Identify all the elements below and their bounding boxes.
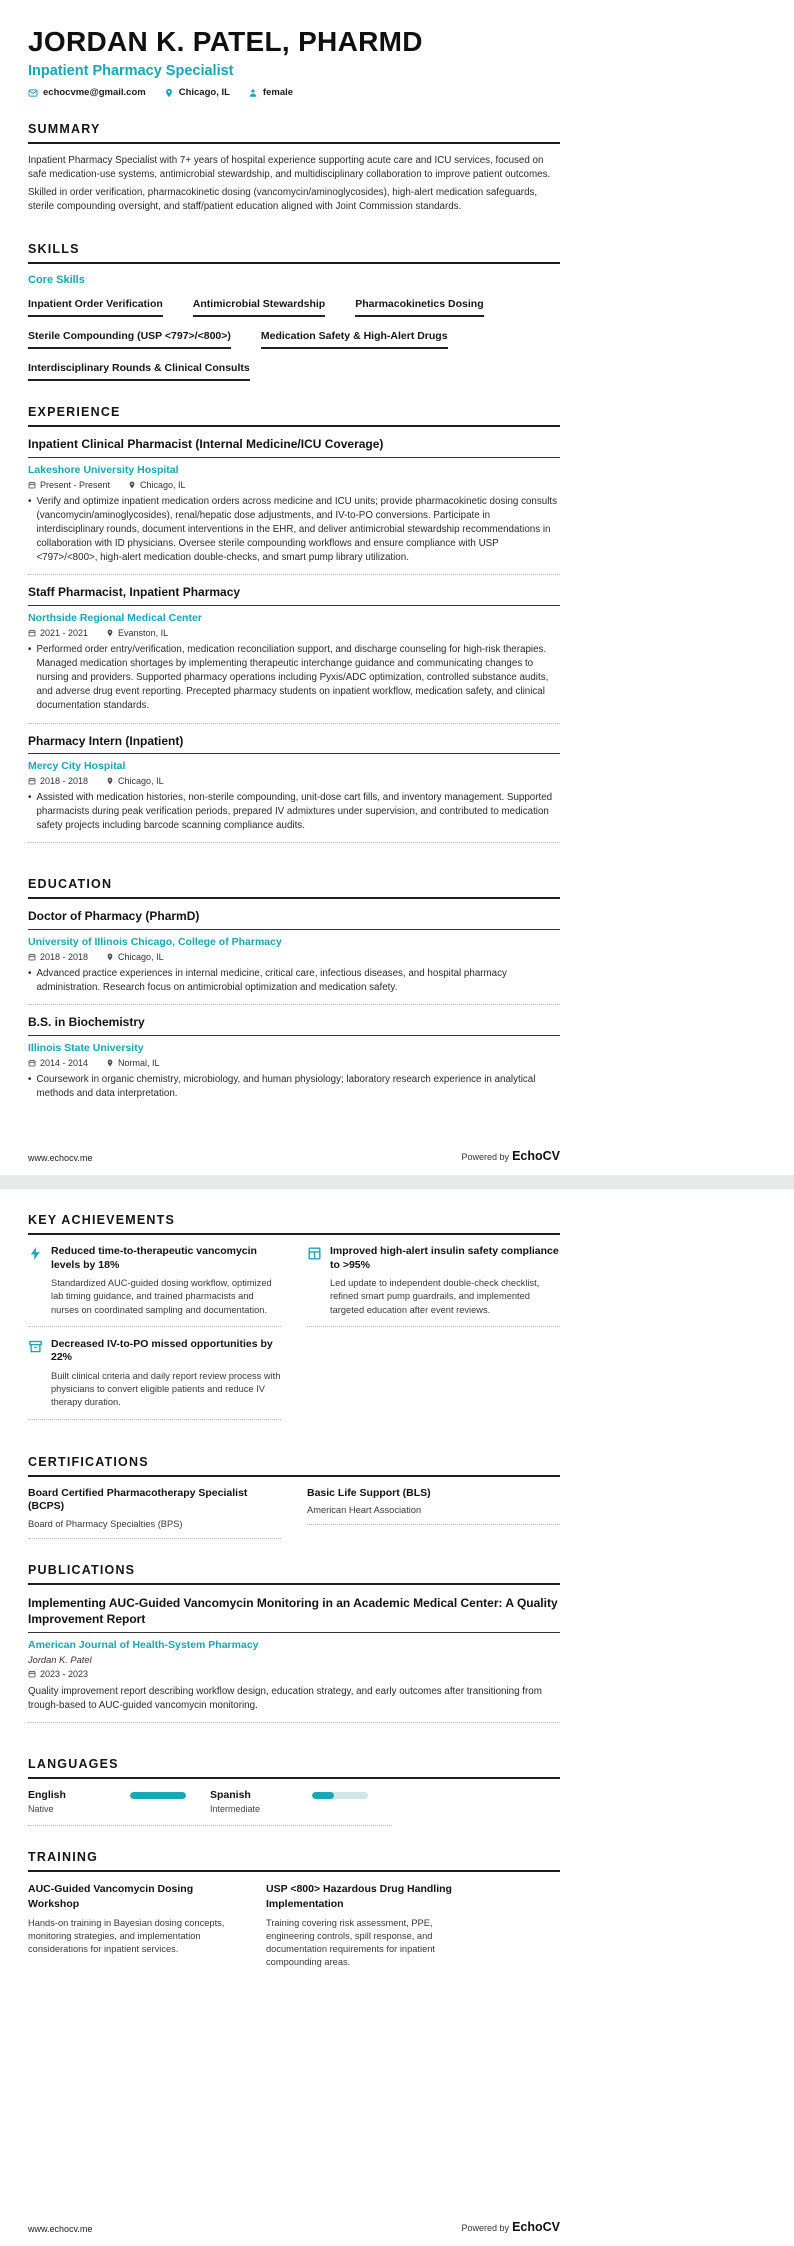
publication-authors: Jordan K. Patel — [28, 1655, 92, 1666]
footer-site-link[interactable]: www.echocv.me — [28, 2224, 93, 2234]
job-meta — [28, 776, 560, 786]
skill-item: Medication Safety & High-Alert Drugs — [261, 330, 448, 349]
table-icon — [307, 1246, 322, 1261]
education-entry — [28, 909, 560, 995]
job-location-text: Chicago, IL — [140, 479, 186, 490]
achievement-head — [307, 1245, 560, 1272]
job-dates-text: Present - Present — [40, 479, 111, 490]
language-name: English — [28, 1789, 66, 1802]
certification-item — [28, 1487, 281, 1539]
degree-bullet-text: Advanced practice experiences in internal medicine, critical care, infectious diseases, and hospital pharmacy administration. Research focus on antimicrobial optimization and medication safety. — [36, 967, 507, 994]
location-text: Chicago, IL — [178, 87, 230, 98]
language-info — [28, 1789, 66, 1814]
page-2 — [0, 1189, 794, 2246]
skill-item: Antimicrobial Stewardship — [193, 298, 325, 317]
degree-location-text: Normal, IL — [118, 1057, 160, 1068]
job-bullet — [28, 495, 560, 565]
publications-heading: PUBLICATIONS — [28, 1563, 560, 1585]
job-title: Pharmacy Intern (Inpatient) — [28, 734, 560, 755]
location-pin-icon — [106, 777, 114, 785]
certification-title: Basic Life Support (BLS) — [307, 1486, 431, 1499]
candidate-name: JORDAN K. PATEL, PHARMD — [28, 26, 423, 57]
achievement-title: Decreased IV-to-PO missed opportunities by 22% — [51, 1337, 273, 1364]
achievement-head — [28, 1338, 281, 1365]
degree-meta — [28, 952, 560, 962]
email-text: echocvme@gmail.com — [43, 87, 146, 98]
job-meta — [28, 480, 560, 490]
degree-bullet — [28, 1073, 560, 1101]
summary-paragraph: Inpatient Pharmacy Specialist with 7+ years of hospital experience supporting acute care and ICU services, focused on safe medication-use systems, antimicrobial stewardship, and multidisciplinary collaboration to improve patient outcomes. — [28, 155, 551, 181]
training-heading: TRAINING — [28, 1850, 560, 1872]
job-dates — [28, 628, 88, 638]
language-progress-fill — [312, 1792, 334, 1799]
bullet-dot: • — [28, 792, 32, 804]
powered-by-text: Powered by — [461, 2223, 510, 2233]
gender-text: female — [262, 87, 294, 98]
location-pin-icon — [106, 1059, 114, 1067]
experience-entry — [28, 437, 560, 565]
section-summary — [28, 122, 560, 218]
section-certifications — [28, 1455, 560, 1539]
archive-icon — [28, 1339, 43, 1354]
entry-separator — [28, 574, 560, 575]
job-location-text: Evanston, IL — [118, 628, 169, 639]
calendar-icon — [28, 1670, 36, 1678]
email-icon — [28, 88, 38, 98]
section-achievements — [28, 1213, 560, 1431]
powered-by-text: Powered by — [461, 1151, 510, 1162]
degree-location-text: Chicago, IL — [118, 951, 164, 962]
job-bullet-text: Verify and optimize inpatient medication orders across medicine and ICU units; provide pharmacokinetic dosing consults (vancomycin/aminoglycosides), renal/hepatic dose adjustments, and IV-to-PO conversions. Participate in interdisciplinary rounds, document interventions in the EHR, and deliver antimicrobial stewardship recommendations in collaboration with ID physicians. Oversee sterile compounding workflows and ensure compliance with USP <797>/<800>, high-alert medication double-checks, and smart pump library utilization. — [36, 495, 558, 564]
brand-name: EchoCV — [512, 1148, 560, 1163]
job-bullet-text: Performed order entry/verification, medication reconciliation support, and discharge counseling for high-risk therapies. Managed medication shortages by implementing therapeutic interchange guidance and communicating changes to nursing and providers. Supported pharmacy operations including Pyxis/ADC optimization, controlled substance audits, and adverse drug event reporting. Precepted pharmacy students on inpatient workflow, medication safety, and clinical documentation standards. — [36, 644, 549, 712]
degree-title: Doctor of Pharmacy (PharmD) — [28, 909, 560, 930]
skill-item: Pharmacokinetics Dosing — [355, 298, 483, 317]
language-level: Native — [28, 1804, 54, 1815]
footer-powered — [462, 2220, 560, 2234]
degree-location — [106, 1058, 160, 1068]
achievement-item — [28, 1245, 281, 1327]
contact-email[interactable] — [28, 87, 146, 98]
publication-description: Quality improvement report describing workflow design, education strategy, and early outcomes after transitioning from trough-based to AUC-guided vancomycin monitoring. — [28, 1686, 542, 1712]
publication-journal: American Journal of Health-System Pharmacy — [28, 1639, 259, 1652]
calendar-icon — [28, 953, 36, 961]
languages-heading: LANGUAGES — [28, 1757, 560, 1779]
job-dates — [28, 776, 88, 786]
contact-gender — [248, 87, 293, 98]
publication-entry — [28, 1595, 560, 1714]
company-name: Northside Regional Medical Center — [28, 612, 202, 625]
job-dates — [28, 480, 110, 490]
achievement-item — [307, 1245, 560, 1327]
candidate-headline: Inpatient Pharmacy Specialist — [28, 63, 234, 79]
certification-item — [307, 1487, 560, 1526]
entry-separator — [28, 1722, 560, 1723]
achievement-description: Standardized AUC-guided dosing workflow, optimized lab timing guidance, and trained pharmacists and nurses on coordinated sampling and documentation. — [51, 1278, 272, 1315]
skills-group-label: Core Skills — [28, 274, 85, 287]
calendar-icon — [28, 1059, 36, 1067]
job-location-text: Chicago, IL — [118, 776, 164, 787]
entry-separator — [28, 1004, 560, 1005]
publication-meta — [28, 1669, 560, 1679]
degree-bullet — [28, 967, 560, 995]
training-grid — [28, 1882, 560, 1969]
job-dates-text: 2018 - 2018 — [40, 776, 89, 787]
job-location — [128, 480, 186, 490]
location-pin-icon — [128, 481, 136, 489]
experience-heading: EXPERIENCE — [28, 405, 560, 427]
publication-dates-text: 2023 - 2023 — [40, 1669, 89, 1680]
education-entry — [28, 1015, 560, 1101]
publication-dates — [28, 1669, 88, 1679]
language-level: Intermediate — [210, 1804, 261, 1815]
bullet-dot: • — [28, 967, 32, 979]
language-name: Spanish — [210, 1789, 251, 1802]
bullet-dot: • — [28, 495, 32, 507]
job-title: Staff Pharmacist, Inpatient Pharmacy — [28, 585, 560, 606]
contact-location — [164, 87, 230, 98]
training-item — [266, 1882, 478, 1969]
company-name: Mercy City Hospital — [28, 760, 126, 773]
summary-paragraph: Skilled in order verification, pharmacokinetic dosing (vancomycin/aminoglycosides), high-alert medication safeguards, sterile compounding oversight, and staff/patient education aligned with Joint Commission standards. — [28, 187, 538, 213]
degree-location — [106, 952, 164, 962]
section-experience — [28, 405, 560, 853]
skill-item: Interdisciplinary Rounds & Clinical Consults — [28, 362, 250, 381]
skills-list — [28, 298, 560, 381]
language-item — [28, 1789, 210, 1814]
job-bullet — [28, 643, 560, 713]
entry-separator — [28, 842, 560, 843]
achievement-head — [28, 1245, 281, 1272]
contact-row — [28, 87, 560, 98]
languages-row — [28, 1789, 392, 1826]
bullet-dot: • — [28, 644, 32, 656]
training-item — [28, 1882, 240, 1956]
achievement-description: Built clinical criteria and daily report review process with physicians to convert eligible patients and reduce IV therapy duration. — [51, 1371, 281, 1408]
certification-issuer: Board of Pharmacy Specialties (BPS) — [28, 1519, 281, 1539]
footer-site-link[interactable]: www.echocv.me — [28, 1152, 93, 1163]
job-location — [106, 628, 168, 638]
section-skills — [28, 242, 560, 381]
certifications-heading: CERTIFICATIONS — [28, 1455, 560, 1477]
section-languages — [28, 1757, 560, 1826]
company-name: Lakeshore University Hospital — [28, 463, 179, 476]
certification-title: Board Certified Pharmacotherapy Specialist (BCPS) — [28, 1486, 248, 1513]
degree-dates — [28, 952, 88, 962]
calendar-icon — [28, 777, 36, 785]
section-education — [28, 877, 560, 1101]
school-name: University of Illinois Chicago, College of Pharmacy — [28, 935, 282, 948]
language-progress-bar — [312, 1792, 368, 1799]
language-info — [210, 1789, 260, 1814]
summary-heading: SUMMARY — [28, 122, 560, 144]
job-title: Inpatient Clinical Pharmacist (Internal Medicine/ICU Coverage) — [28, 437, 560, 458]
job-dates-text: 2021 - 2021 — [40, 628, 89, 639]
location-pin-icon — [106, 953, 114, 961]
achievements-grid — [28, 1245, 560, 1431]
page-footer — [28, 2200, 560, 2234]
calendar-icon — [28, 481, 36, 489]
section-training — [28, 1850, 560, 1969]
achievement-title: Improved high-alert insulin safety compliance to >95% — [330, 1244, 559, 1271]
achievement-title: Reduced time-to-therapeutic vancomycin levels by 18% — [51, 1244, 257, 1271]
footer-powered — [462, 1149, 560, 1163]
experience-entry — [28, 734, 560, 834]
location-pin-icon — [106, 629, 114, 637]
skill-item: Inpatient Order Verification — [28, 298, 163, 317]
training-description: Training covering risk assessment, PPE, engineering controls, spill response, and documentation requirements for inpatient compounding areas. — [266, 1917, 435, 1968]
job-meta — [28, 628, 560, 638]
job-bullet — [28, 791, 560, 833]
education-heading: EDUCATION — [28, 877, 560, 899]
language-item — [210, 1789, 392, 1814]
language-progress-fill — [130, 1792, 186, 1799]
skill-item: Sterile Compounding (USP <797>/<800>) — [28, 330, 231, 349]
achievements-heading: KEY ACHIEVEMENTS — [28, 1213, 560, 1235]
certification-issuer: American Heart Association — [307, 1505, 560, 1525]
section-publications — [28, 1563, 560, 1734]
person-icon — [248, 88, 258, 98]
degree-title: B.S. in Biochemistry — [28, 1015, 560, 1036]
degree-dates-text: 2018 - 2018 — [40, 951, 89, 962]
training-title: AUC-Guided Vancomycin Dosing Workshop — [28, 1883, 194, 1910]
publication-title: Implementing AUC-Guided Vancomycin Monitoring in an Academic Medical Center: A Quality Improvement Report — [28, 1595, 560, 1633]
page-footer — [28, 1129, 560, 1163]
degree-bullet-text: Coursework in organic chemistry, microbiology, and human physiology; laboratory research experience in analytical methods and data interpretation. — [36, 1073, 536, 1099]
skills-heading: SKILLS — [28, 242, 560, 264]
entry-separator — [28, 723, 560, 724]
experience-entry — [28, 585, 560, 713]
brand-name: EchoCV — [512, 2220, 560, 2234]
bullet-dot: • — [28, 1073, 32, 1085]
lightning-icon — [28, 1246, 43, 1261]
achievement-item — [28, 1338, 281, 1420]
degree-dates-text: 2014 - 2014 — [40, 1057, 89, 1068]
calendar-icon — [28, 629, 36, 637]
location-pin-icon — [164, 88, 174, 98]
language-progress-bar — [130, 1792, 186, 1799]
job-location — [106, 776, 164, 786]
degree-dates — [28, 1058, 88, 1068]
resume-header — [28, 26, 560, 98]
page-break — [0, 1175, 794, 1189]
training-description: Hands-on training in Bayesian dosing concepts, monitoring strategies, and implementation considerations for inpatient services. — [28, 1917, 225, 1955]
job-bullet-text: Assisted with medication histories, non-sterile compounding, unit-dose cart fills, and inventory management. Supported pharmacists during peak verification periods, prepared IV admixtures under supervision, and contributed to medication safety projects including barcode scanning compliance audits. — [36, 792, 553, 832]
degree-meta — [28, 1058, 560, 1068]
achievement-description: Led update to independent double-check checklist, refined smart pump guardrails, and implemented targeted education after event reviews. — [330, 1278, 540, 1315]
school-name: Illinois State University — [28, 1041, 144, 1054]
training-title: USP <800> Hazardous Drug Handling Implementation — [266, 1883, 452, 1910]
certifications-grid — [28, 1487, 560, 1539]
